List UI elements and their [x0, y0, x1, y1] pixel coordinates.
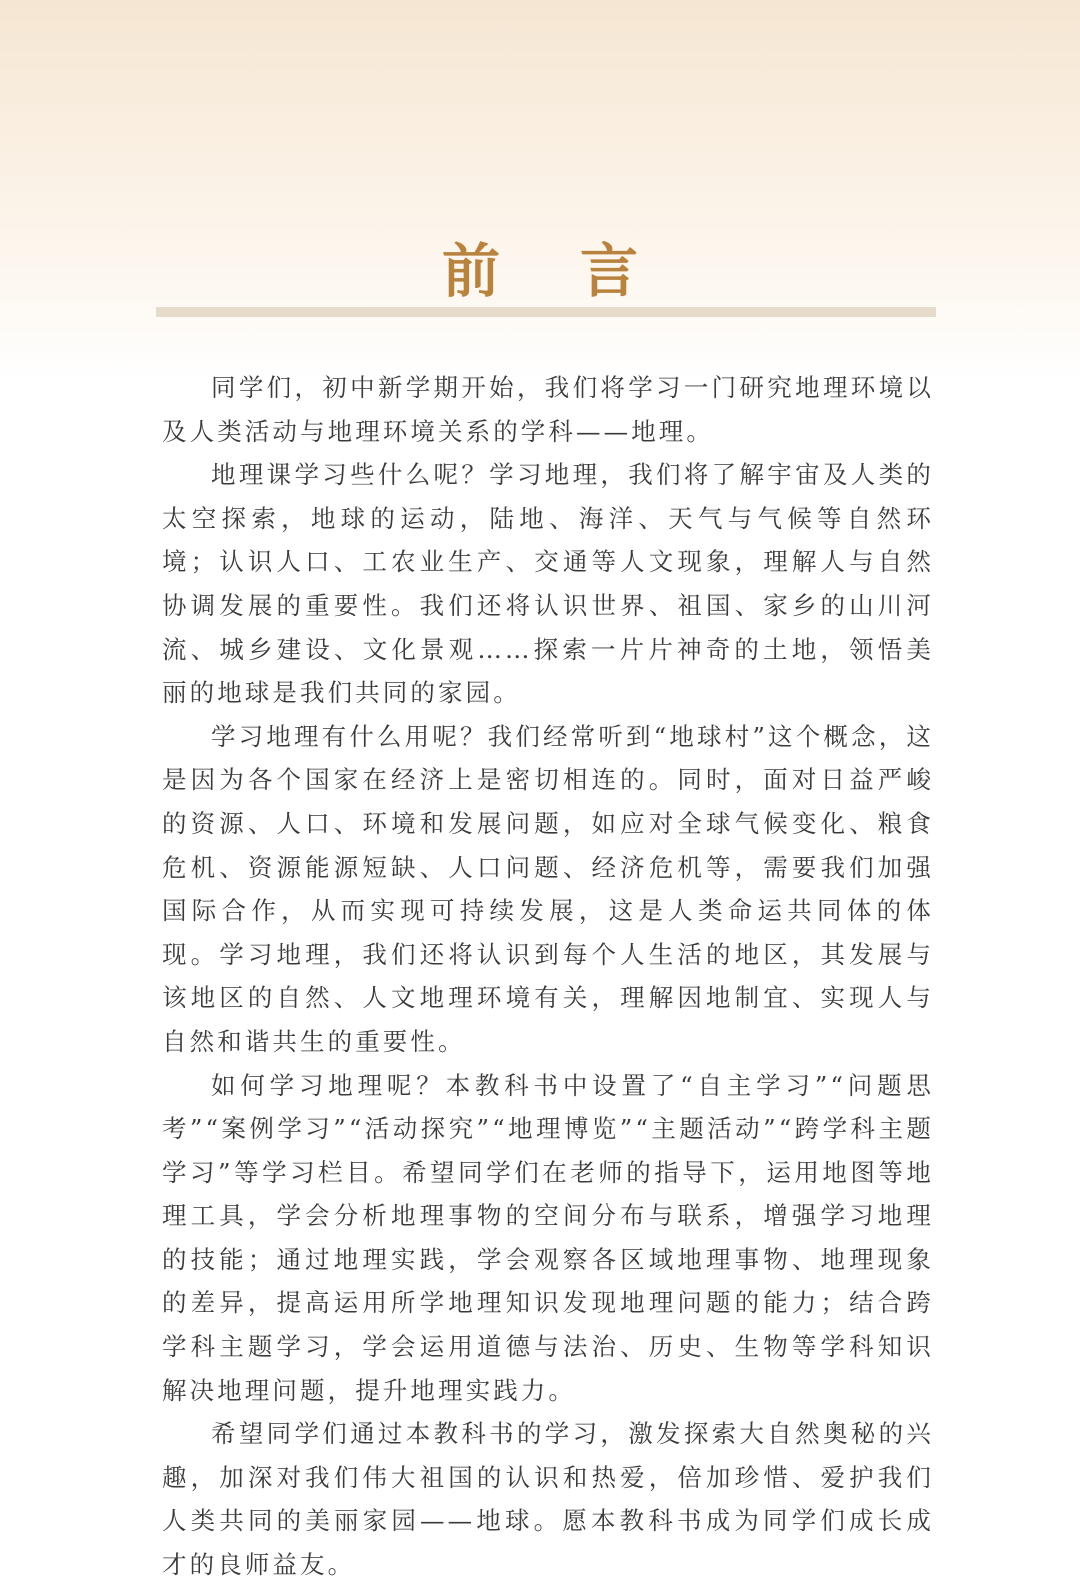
paragraph-3: 学习地理有什么用呢？我们经常听到“地球村”这个概念，这是因为各个国家在经济上是密切相连的。同时，面对日益严峻的资源、人口、环境和发展问题，如应对全球气候变化、粮食危机、资源能源短缺、人口问题、经济危机等，需要我们加强国际合作，从而实现可持续发展，这是人类命运共同体的体现。学习地理，我们还将认识到每个人生活的地区，其发展与该地区的自然、人文地理环境有关，理解因地制宜、实现人与自然和谐共生的重要性。 [162, 721, 934, 1056]
paragraph-4: 如何学习地理呢？本教科书中设置了“自主学习”“问题思考”“案例学习”“活动探究”“地理博览”“主题活动”“跨学科主题学习”等学习栏目。希望同学们在老师的指导下，运用地图等地理工具，学会分析地理事物的空间分布与联系，增强学习地理的技能；通过地理实践，学会观察各区域地理事物、地理现象的差异，提高运用所学地理知识发现地理问题的能力；结合跨学科主题学习，学会运用道德与法治、历史、生物等学科知识解决地理问题，提升地理实践力。 [162, 1070, 934, 1405]
paragraph-1: 同学们，初中新学期开始，我们将学习一门研究地理环境以及人类活动与地理环境关系的学科——地理。 [162, 373, 934, 446]
page-title [0, 235, 1080, 307]
paragraph-5: 希望同学们通过本教科书的学习，激发探索大自然奥秘的兴趣，加深对我们伟大祖国的认识和热爱，倍加珍惜、爱护我们人类共同的美丽家园——地球。愿本教科书成为同学们成长成才的良师益友。 [162, 1419, 934, 1580]
title-char-1: 前 [441, 236, 500, 305]
preface-body [162, 366, 934, 1587]
title-divider [156, 307, 936, 317]
title-char-2: 言 [580, 236, 639, 305]
paragraph-2: 地理课学习些什么呢？学习地理，我们将了解宇宙及人类的太空探索，地球的运动，陆地、海洋、天气与气候等自然环境；认识人口、工农业生产、交通等人文现象，理解人与自然协调发展的重要性。我们还将认识世界、祖国、家乡的山川河流、城乡建设、文化景观……探索一片片神奇的土地，领悟美丽的地球是我们共同的家园。 [162, 460, 934, 708]
